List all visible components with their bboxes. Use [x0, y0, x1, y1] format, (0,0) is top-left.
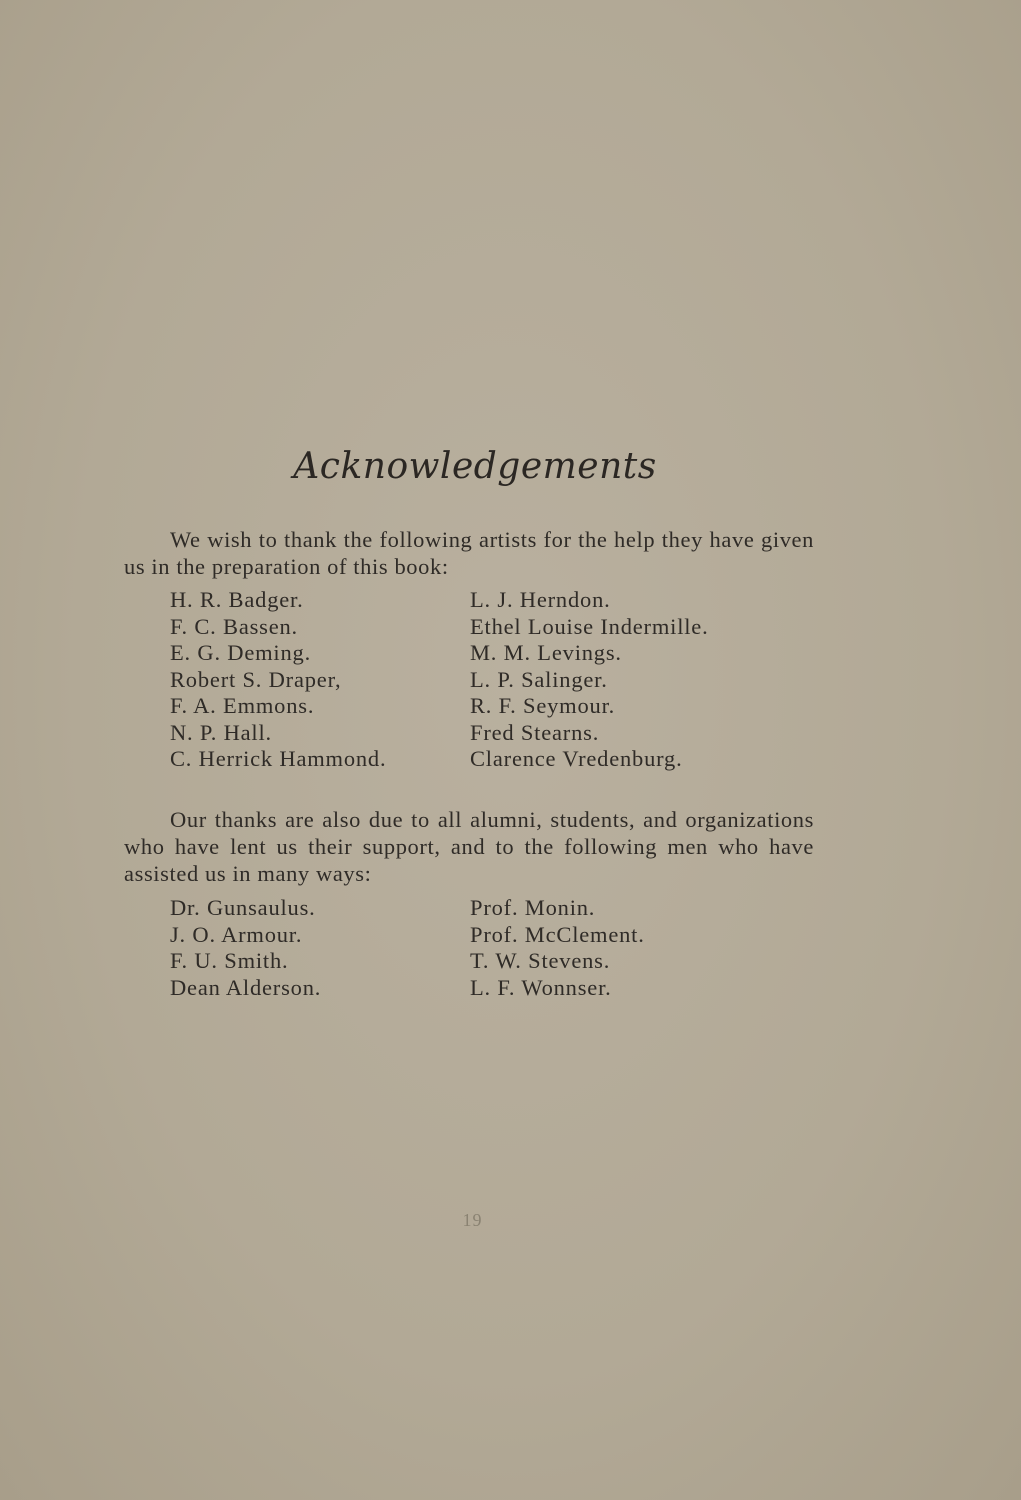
list-item: Fred Stearns. — [470, 719, 600, 745]
page-title: Acknowledgements — [293, 446, 657, 487]
list-item: Dean Alderson. — [170, 974, 322, 1000]
list-item: R. F. Seymour. — [470, 693, 616, 718]
list-item: F. U. Smith. — [170, 948, 289, 973]
list-item: H. R. Badger. — [170, 587, 304, 612]
list-item: M. M. Levings. — [470, 640, 622, 665]
thanks-paragraph: Our thanks are also due to all alumni, students, and organizations who have lent us their support, and to the following men who have assisted us in many ways: — [124, 807, 814, 886]
list-item: F. A. Emmons. — [170, 693, 315, 718]
list-item: L. F. Wonnser. — [470, 974, 612, 1000]
list-item: C. Herrick Hammond. — [170, 746, 387, 771]
list-item: T. W. Stevens. — [470, 948, 611, 973]
artists-list-left — [170, 587, 386, 773]
list-item: Clarence Vredenburg. — [470, 746, 683, 771]
list-item: E. G. Deming. — [170, 640, 312, 665]
intro-paragraph: We wish to thank the following artists for the help they have given us in the preparation of this book: — [124, 527, 814, 579]
page-number: 19 — [462, 1210, 483, 1230]
men-list-right — [470, 895, 645, 1001]
list-item: L. P. Salinger. — [470, 666, 608, 692]
list-item: Robert S. Draper, — [170, 666, 342, 692]
artists-list-right — [470, 587, 709, 773]
list-item: J. O. Armour. — [170, 921, 303, 947]
men-list-left — [170, 895, 321, 1001]
list-item: F. C. Bassen. — [170, 613, 298, 639]
list-item: Prof. Monin. — [470, 895, 596, 920]
list-item: N. P. Hall. — [170, 719, 272, 745]
list-item: Prof. McClement. — [470, 921, 645, 947]
list-item: Dr. Gunsaulus. — [170, 895, 316, 920]
list-item: Ethel Louise Indermille. — [470, 613, 709, 639]
list-item: L. J. Herndon. — [470, 587, 611, 612]
